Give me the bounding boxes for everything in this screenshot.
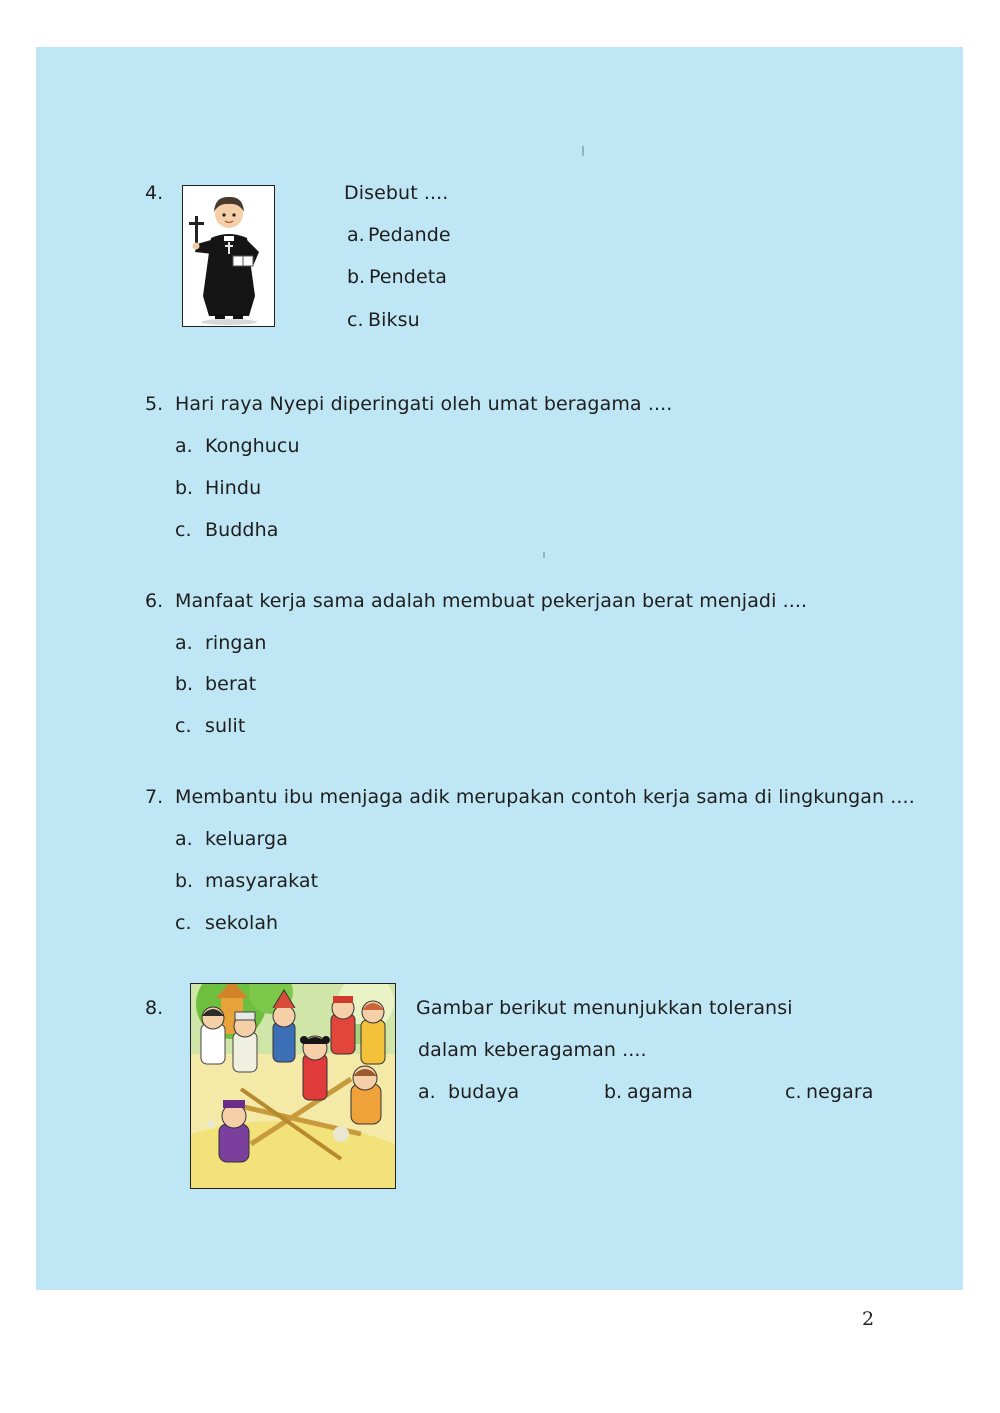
option-label: c. — [175, 519, 192, 541]
option-text: Pendeta — [369, 266, 448, 288]
option-text: berat — [205, 673, 257, 695]
priest-figure-icon — [182, 185, 275, 327]
option-label: c. — [347, 309, 364, 331]
option-label: b. — [175, 673, 194, 695]
question-text: Hari raya Nyepi diperingati oleh umat beragama .... — [175, 393, 673, 415]
option-text: Pedande — [368, 224, 451, 246]
option-label: c. — [175, 912, 192, 934]
option-label: b. — [175, 477, 194, 499]
option-text: Hindu — [205, 477, 262, 499]
option-text: Konghucu — [205, 435, 300, 457]
option-text: sulit — [205, 715, 246, 737]
option-text: agama — [627, 1081, 693, 1103]
question-number: 8. — [145, 997, 164, 1019]
option-text: ringan — [205, 632, 267, 654]
option-text: Buddha — [205, 519, 279, 541]
option-label: b. — [604, 1081, 623, 1103]
option-text: sekolah — [205, 912, 279, 934]
option-label: a. — [175, 632, 193, 654]
option-text: budaya — [448, 1081, 520, 1103]
option-label: c. — [785, 1081, 802, 1103]
option-text: masyarakat — [205, 870, 319, 892]
option-label: c. — [175, 715, 192, 737]
question-text-line-2: dalam keberagaman .... — [418, 1039, 647, 1061]
option-label: a. — [418, 1081, 436, 1103]
option-label: b. — [347, 266, 366, 288]
option-text: Biksu — [368, 309, 420, 331]
option-label: a. — [175, 828, 193, 850]
question-number: 6. — [145, 590, 164, 612]
question-text: Membantu ibu menjaga adik merupakan contoh kerja sama di lingkungan .... — [175, 786, 915, 808]
question-number: 7. — [145, 786, 164, 808]
option-label: b. — [175, 870, 194, 892]
option-label: a. — [347, 224, 365, 246]
question-text: Disebut .... — [344, 182, 449, 204]
page-number: 2 — [862, 1308, 875, 1330]
paper-speck — [543, 552, 545, 558]
children-playing-illustration-icon — [190, 983, 396, 1189]
question-text-line-1: Gambar berikut menunjukkan toleransi — [416, 997, 793, 1019]
paper-speck — [582, 146, 584, 156]
question-number: 4. — [145, 182, 164, 204]
option-label: a. — [175, 435, 193, 457]
question-text: Manfaat kerja sama adalah membuat pekerjaan berat menjadi .... — [175, 590, 808, 612]
option-text: keluarga — [205, 828, 288, 850]
question-number: 5. — [145, 393, 164, 415]
option-text: negara — [806, 1081, 874, 1103]
